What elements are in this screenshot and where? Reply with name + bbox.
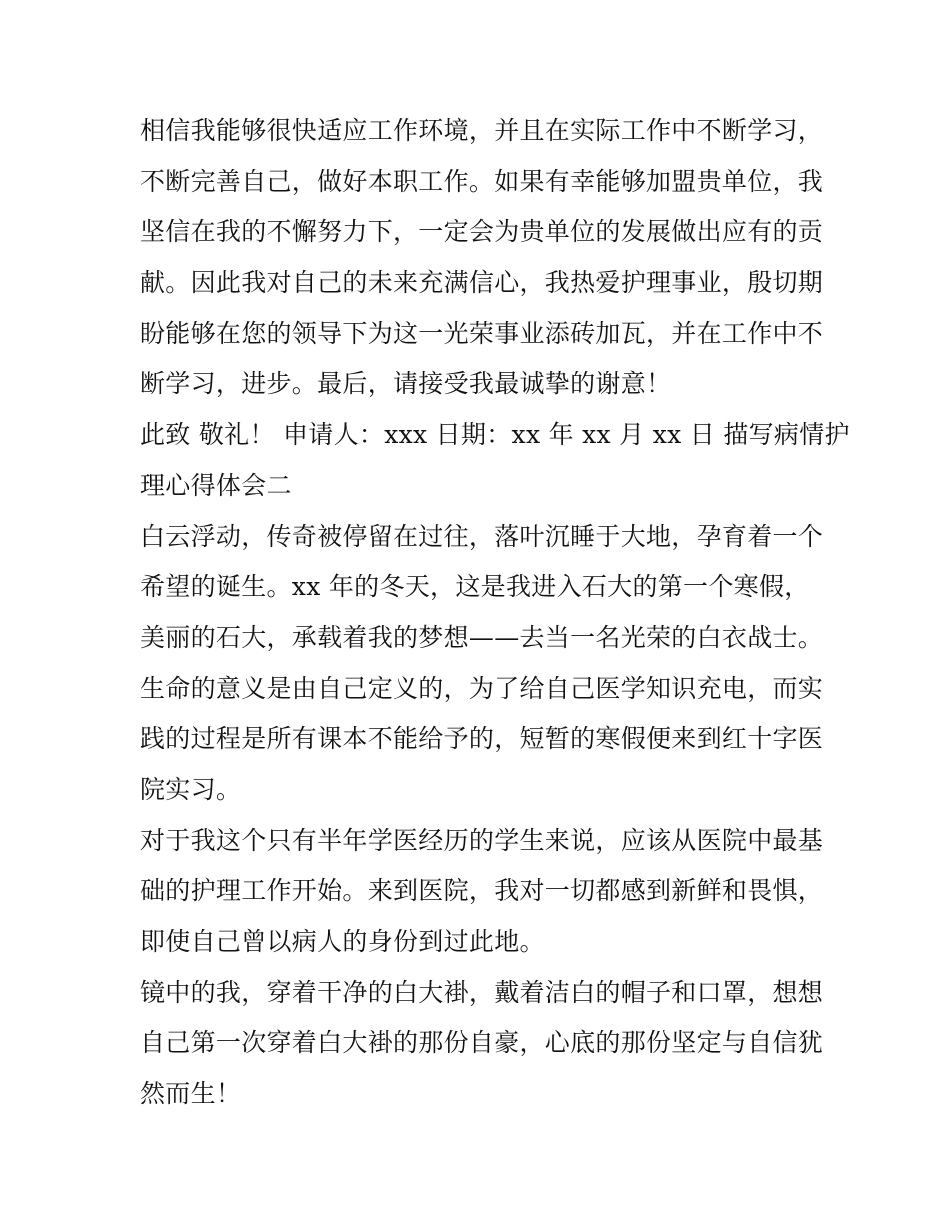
document-body [140,106,850,1120]
text-line: 相信我能够很快适应工作环境，并且在实际工作中不断学习， [140,116,824,145]
text-line: 对于我这个只有半年学医经历的学生来说，应该从医院中最基 [140,825,824,855]
text-line: 院实习。 [140,774,242,804]
text-line: 坚信在我的不懈努力下，一定会为贵单位的发展做出应有的贡 [140,217,824,247]
text-line: 践的过程是所有课本不能给予的，短暂的寒假便来到红十字医 [140,724,824,754]
section-heading-line: 理心得体会二 [140,470,292,500]
text-line: 献。因此我对自己的未来充满信心，我热爱护理事业，殷切期 [140,268,824,298]
text-line: 盼能够在您的领导下为这一光荣事业添砖加瓦，并在工作中不 [140,318,824,348]
text-line: 然而生！ [140,1079,242,1109]
text-line: 断学习，进步。最后，请接受我最诚挚的谢意！ [140,369,672,399]
text-line: 即使自己曾以病人的身份到过此地。 [140,927,545,956]
text-line: 础的护理工作开始。来到医院，我对一切都感到新鲜和畏惧， [140,876,824,906]
text-line: 白云浮动，传奇被停留在过往，落叶沉睡于大地，孕育着一个 [140,521,824,551]
text-line: 自己第一次穿着白大褂的那份自豪，心底的那份坚定与自信犹 [140,1028,824,1058]
text-line: 此致 敬礼！ 申请人：xxx 日期：xx 年 xx 月 xx 日 描写病情护 [140,420,850,450]
text-line: 镜中的我，穿着干净的白大褂，戴着洁白的帽子和口罩，想想 [140,977,824,1007]
text-line: 美丽的石大，承载着我的梦想——去当一名光荣的白衣战士。 [140,622,824,652]
text-line: 生命的意义是由自己定义的，为了给自己医学知识充电，而实 [140,673,824,703]
text-line: 不断完善自己，做好本职工作。如果有幸能够加盟贵单位，我 [140,166,824,196]
text-line: 希望的诞生。xx 年的冬天，这是我进入石大的第一个寒假， [140,572,810,602]
